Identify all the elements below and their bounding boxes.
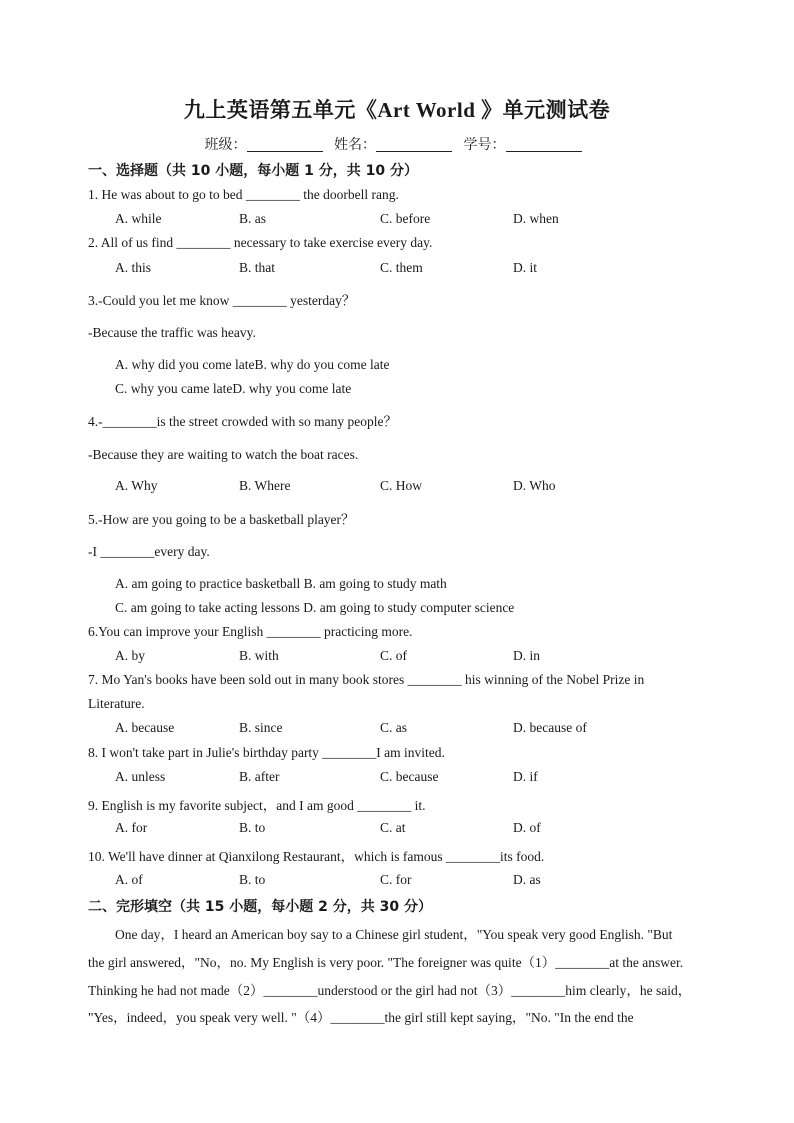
option-d: D. in xyxy=(513,648,540,663)
question-4: 4.-________is the street crowded with so many people？ xyxy=(88,414,397,429)
id-label: 学号： xyxy=(463,138,506,153)
option-d: D. of xyxy=(513,820,541,835)
option-d: D. because of xyxy=(513,720,587,735)
question-5-reply: -I ________every day. xyxy=(88,544,210,559)
question-10-options xyxy=(115,872,755,890)
option-b: B. to xyxy=(239,872,266,887)
option-b: B. since xyxy=(239,720,283,735)
cloze-line-2: the girl answered，"No，no. My English is very poor. "The foreigner was quite（1）________at the answer. xyxy=(88,955,684,970)
option-c: C. them xyxy=(380,260,423,275)
id-blank[interactable] xyxy=(506,137,582,152)
option-b: B. to xyxy=(239,820,266,835)
option-d: D. if xyxy=(513,769,538,784)
question-7-continued: Literature. xyxy=(88,696,145,711)
option-b: B. that xyxy=(239,260,275,275)
question-3-options-line-1: A. why did you come lateB. why do you come late xyxy=(115,357,390,372)
question-6: 6.You can improve your English ________ practicing more. xyxy=(88,624,413,639)
cloze-line-3: Thinking he had not made（2）________understood or the girl had not（3）________him clearly，he said， xyxy=(88,983,692,998)
section-heading-choice: 一、选择题（共 10 小题，每小题 1 分，共 10 分） xyxy=(88,163,418,179)
option-a: A. by xyxy=(115,648,145,663)
question-4-reply: -Because they are waiting to watch the boat races. xyxy=(88,447,359,462)
question-1: 1. He was about to go to bed ________ the doorbell rang. xyxy=(88,187,399,202)
question-7: 7. Mo Yan's books have been sold out in many book stores ________ his winning of the Nobel Prize in xyxy=(88,672,645,687)
option-c: C. because xyxy=(380,769,439,784)
option-c: C. as xyxy=(380,720,407,735)
question-4-options xyxy=(115,478,755,496)
option-a: A. because xyxy=(115,720,175,735)
page-title: 九上英语第五单元《Art World 》单元测试卷 xyxy=(183,98,611,122)
option-d: D. when xyxy=(513,211,559,226)
option-c: C. at xyxy=(380,820,406,835)
option-a: A. while xyxy=(115,211,162,226)
option-a: A. Why xyxy=(115,478,158,493)
question-10: 10. We'll have dinner at Qianxilong Restaurant，which is famous ________its food. xyxy=(88,849,545,864)
option-a: A. this xyxy=(115,260,152,275)
section-heading-cloze: 二、完形填空（共 15 小题，每小题 2 分，共 30 分） xyxy=(88,899,432,915)
question-5-options-line-2: C. am going to take acting lessons D. am going to study computer science xyxy=(115,600,515,615)
question-3-reply: -Because the traffic was heavy. xyxy=(88,325,256,340)
option-c: C. of xyxy=(380,648,407,663)
name-label: 姓名： xyxy=(334,138,376,153)
question-5-options-line-1: A. am going to practice basketball B. am going to study math xyxy=(115,576,447,591)
option-c: C. for xyxy=(380,872,412,887)
cloze-line-1: One day，I heard an American boy say to a Chinese girl student，"You speak very good English. "But xyxy=(115,927,673,942)
question-7-options xyxy=(115,720,755,738)
question-1-options xyxy=(115,211,755,229)
question-6-options xyxy=(115,648,755,666)
question-9-options xyxy=(115,820,755,838)
question-9: 9. English is my favorite subject，and I am good ________ it. xyxy=(88,798,426,813)
option-a: A. unless xyxy=(115,769,166,784)
option-b: B. as xyxy=(239,211,266,226)
option-a: A. of xyxy=(115,872,143,887)
cloze-line-4: "Yes，indeed，you speak very well. "（4）________the girl still kept saying，"No. "In the end the xyxy=(88,1010,634,1025)
name-blank[interactable] xyxy=(376,137,452,152)
question-2: 2. All of us find ________ necessary to take exercise every day. xyxy=(88,235,433,250)
option-c: C. How xyxy=(380,478,423,493)
option-d: D. it xyxy=(513,260,538,275)
question-2-options xyxy=(115,260,755,278)
option-a: A. for xyxy=(115,820,148,835)
option-b: B. after xyxy=(239,769,280,784)
question-3: 3.-Could you let me know ________ yesterday？ xyxy=(88,293,356,308)
option-b: B. with xyxy=(239,648,279,663)
option-d: D. Who xyxy=(513,478,556,493)
question-3-options-line-2: C. why you came lateD. why you come late xyxy=(115,381,352,396)
question-8-options xyxy=(115,769,755,787)
option-d: D. as xyxy=(513,872,541,887)
option-b: B. Where xyxy=(239,478,291,493)
question-8: 8. I won't take part in Julie's birthday party ________I am invited. xyxy=(88,745,445,760)
class-blank[interactable] xyxy=(247,137,323,152)
option-c: C. before xyxy=(380,211,431,226)
class-label: 班级： xyxy=(204,138,247,153)
student-info-row xyxy=(0,134,794,154)
question-5: 5.-How are you going to be a basketball player？ xyxy=(88,512,355,527)
